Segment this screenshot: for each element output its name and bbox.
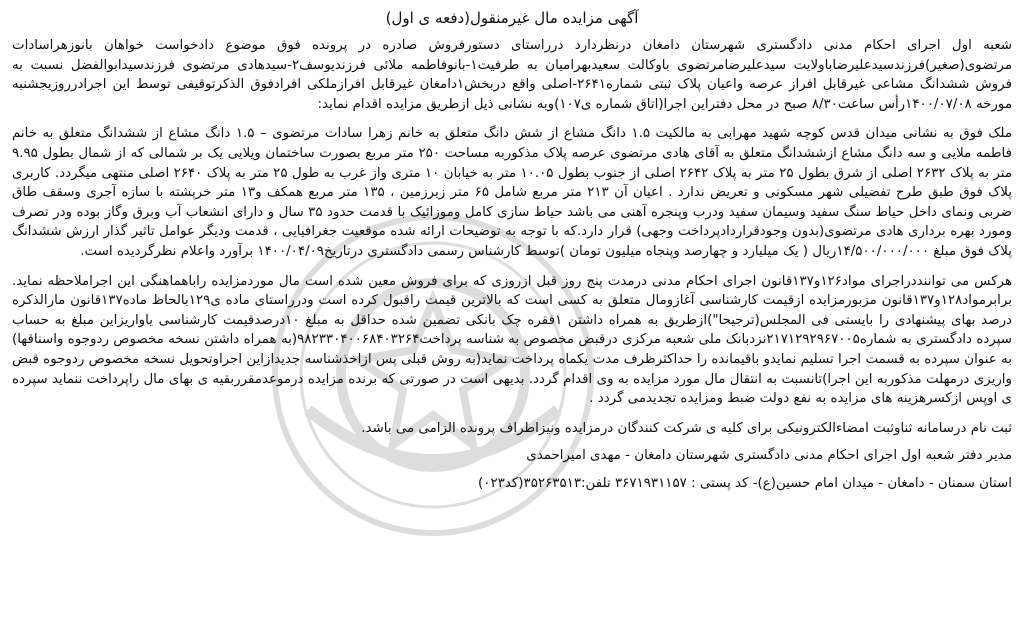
notice-title: آگهی مزایده مال غیرمنقول(دفعه ی اول) bbox=[385, 9, 639, 27]
office-manager-signature-line: مدیر دفتر شعبه اول اجرای احکام مدنی دادگستری شهرستان دامغان - مهدی امیراحمدی bbox=[526, 448, 1012, 464]
address-line: استان سمنان - دامغان - میدان امام حسین(ع)- کد پستی : ۳۶۷۱۹۳۱۱۵۷ تلفن:۳۵۲۶۳۵۱۳(کد۰۲۳) bbox=[478, 475, 1012, 491]
registration-requirement-line: ثبت نام درسامانه ثناوثبت امضاءالکترونیکی برای کلیه ی شرکت کنندگان درمزایده ونیزاطراف پرونده الزامی می باشد. bbox=[361, 420, 1012, 436]
auction-terms-paragraph: هرکس می تواننددراجرای مواد۱۲۶و۱۳۷قانون اجرای احکام مدنی درمدت پنج روز قبل ازروزی که برای فروش معین شده است مال موردمزایده راباهماهنگی این اجراملاحظه نماید. برابرمواد۱۲۸و۱۳۷قانون مزبورمزایده ازقیمت کارشناسی آغازومال متعلق به کسی است که بالاترین قیمت راقبول کرده است ودرراستای ماده ی۱۲۹بالحاظ ماده۱۳۷قانون مارالذکره درصد بهای پیشنهادی را بایستی فی المجلس(ترجیحا")ازطریق به همراه داشتن ۱فقره چک بانکی تضمین شده حداقل به مبلغ ۱۰درصدقیمت کارشناسی یاواریزاین مبلغ به حساب سپرده دادگستری به شماره۲۱۷۱۲۹۲۹۶۷۰۰۵نزدبانک ملی شعبه مرکزی درقبض مخصوص به شناسه پرداخت۹۸۲۳۳۰۴۰۰۶۸۴۰۳۲۶۴(به همراه داشتن نسخه مخصوص ردوجوه واسناقها) به عنوان سپرده به قسمت اجرا تسلیم نمایدو باقیمانده را حداکثرظرف مدت یکماه پرداخت نماید(به روش قبلی پس ازاخذشناسه جدیدازاین اجراوتحویل نسخه مخصوص ردوجوه قبض واریزی درمهلت مذکوربه این اجرا)تانسبت به انتقال مال مورد مزایده به وی اقدام گردد. بدیهی است در صورتی که برنده مزایده درموعدمقرربقیه ی بهای مال راپرداخت ننماید سپرده ی اوپس ازکسرهزینه های مزایده به نفع دولت ضبط ومزایده تجدیدمی گردد . bbox=[12, 273, 1013, 407]
property-description-paragraph: ملک فوق به نشانی میدان قدس کوچه شهید مهرابی به مالکیت ۱.۵ دانگ مشاع از شش دانگ متعلق به خانم زهرا سادات مرتضوی – ۱.۵ دانگ مشاع از ششدانگ متعلق به خانم فاطمه ملایی و سه دانگ مشاع ازششدانگ متعلق به آقای هادی مرتضوی عرصه پلاک مذکوربه مساحت ۲۵۰ متر مربع بصورت ساختمان ویلایی یک بر شمالی که از شمال بطول ۹.۹۵ متر به پلاک ۲۶۳۲ اصلی از شرق بطول ۲۵ متر به پلاک ۲۶۴۲ اصلی از جنوب بطول ۱۰.۰۵ متر به خیابان ۱۰ متری واز غرب به طول ۲۵ متر به پلاک ۲۶۴۰ اصلی منتهی میگردد. کاربری پلاک فوق طبق طرح تفضیلی شهر مسکونی و تعریض ندارد . اعیان آن ۲۱۳ متر مربع شامل ۶۵ متر زیرزمین ، ۱۳۵ متر مربع همکف و۱۳ متر خرپشته با سازه آجری وسقف طاق ضربی ونمای داخل حیاط سنگ سفید وسیمان سفید ودرب وپنجره آهنی می باشد حیاط سازی کامل وموزائیک با قدمت حدود ۳۵ سال و دارای انشعاب آب وبرق وگاز بوده ودر تصرف ومورد بهره برداری هادی مرتضوی(بدون وجودقراردادپرداخت وجهی) قرار دارد.که با توجه به توضیحات ارائه شده موقعیت جغرافیایی ، قدمت ودیگر عوامل تاثیر گذار ارزش ششدانگ پلاک فوق مبلغ ۱۴/۵۰۰/۰۰۰/۰۰۰ریال ( یک میلیارد و چهارصد وپنجاه میلیون تومان )توسط کارشناس رسمی دادگستری درتاریخ۱۴۰۰/۰۴/۰۹ برآورد واعلام نظرگردیده است. bbox=[12, 126, 1013, 259]
notice-content bbox=[12, 8, 1012, 493]
intro-paragraph: شعبه اول اجرای احکام مدنی دادگستری شهرستان دامغان درنظردارد درراستای دستورفروش صادره در پرونده فوق موضوع دادخواست خواهان بانوزهراسادات مرتضوی(صغیر)فرزندسیدعلیرضاباولایت سیدعلیرضامرتضوی باوکالت سعیدبهرامیان به طرفیت۱-بانوفاطمه ملائی فرزندیوسف۲-سیدهادی مرتضوی فرزندسیدابوالفضل نسبت به فروش ششدانگ مشاعی غیرقابل افراز عرصه واعیان پلاک ثبتی شماره۲۶۴۱-اصلی واقع دربخش۱دامغان غیرقابل افرازملکی افرادفوق الذکرتوقیفی توسط این اجرادرروزیجشنبه مورخه ۱۴۰۰/۰۷/۰۸رأس ساعت۸/۳۰ صبح در محل دفتراین اجرا(اتاق شماره ی۱۰۷)وبه نشانی ذیل ازطریق مزایده اقدام نماید: bbox=[12, 38, 1012, 112]
